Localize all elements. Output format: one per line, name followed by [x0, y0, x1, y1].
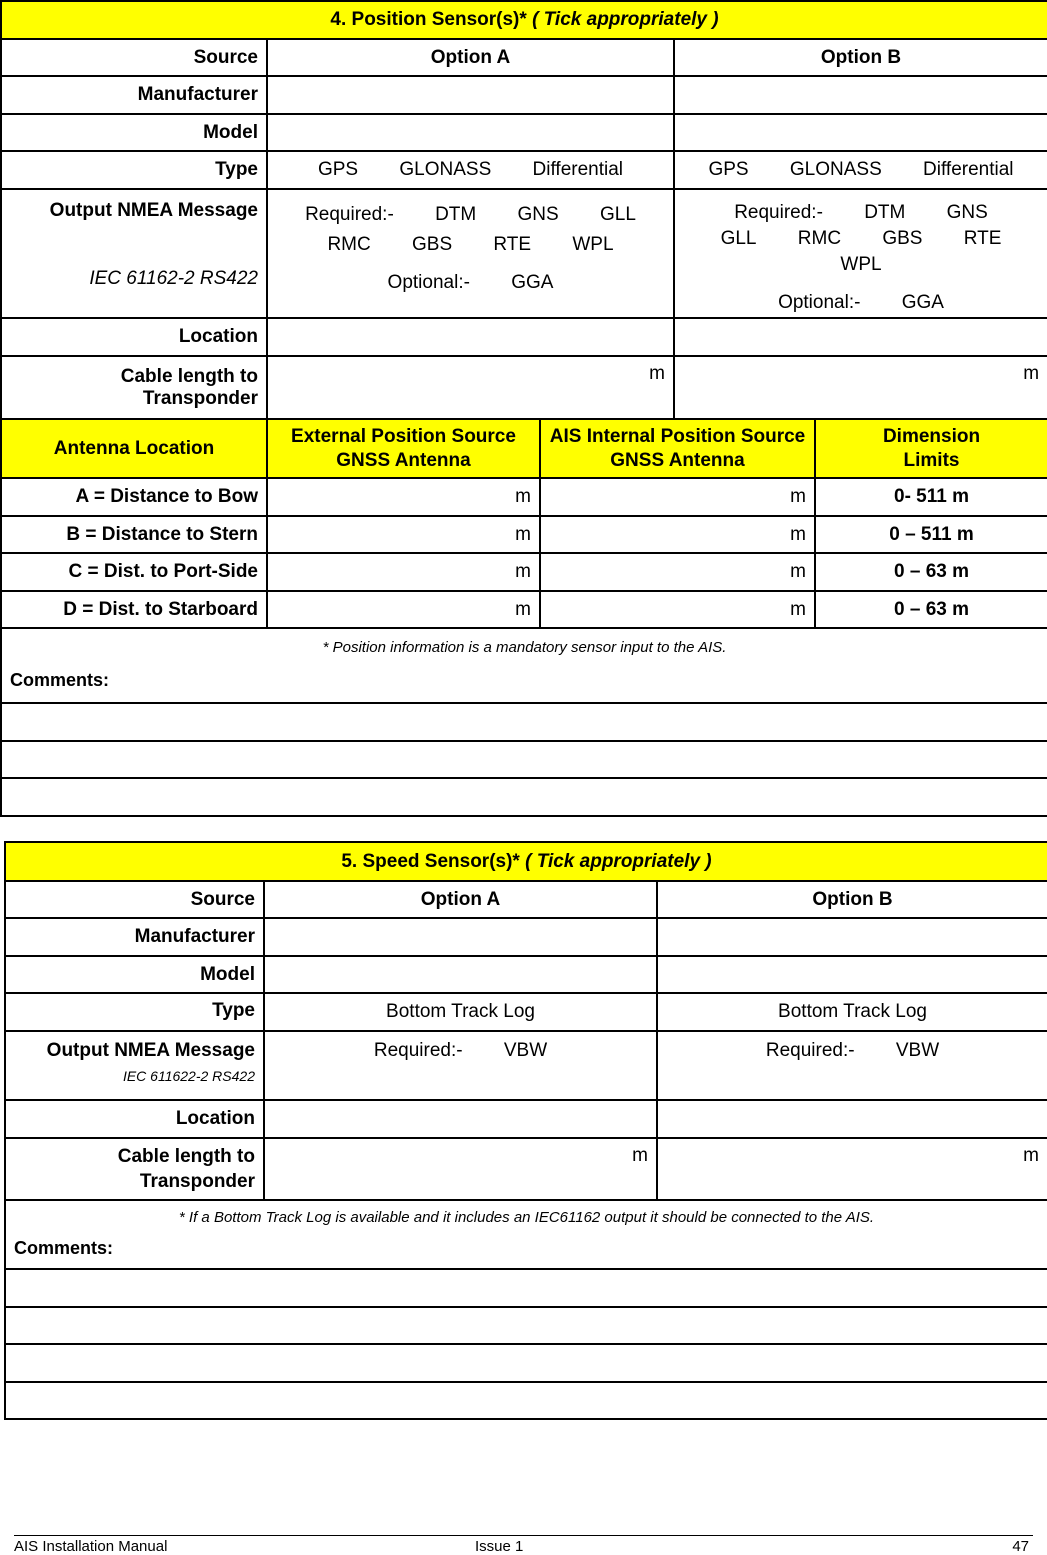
position-location-a-field[interactable]	[267, 318, 674, 356]
unit-m: m	[515, 561, 531, 582]
unit-m: m	[649, 363, 665, 384]
position-nmea-b	[674, 189, 1047, 318]
internal-dimension-field[interactable]	[540, 553, 815, 591]
optional-label: Optional:-	[387, 272, 470, 293]
position-cable-a-field[interactable]	[267, 356, 674, 419]
speed-sensor-table	[4, 841, 1047, 1420]
dimension-limit: 0 – 63 m	[815, 553, 1047, 591]
sentence-gll[interactable]: GLL	[599, 204, 636, 225]
unit-m: m	[1023, 1145, 1039, 1166]
sentence-gga[interactable]: GGA	[901, 292, 944, 313]
speed-nmea-a	[264, 1031, 657, 1100]
speed-cable-b-field[interactable]	[657, 1138, 1047, 1200]
dimension-limit: 0- 511 m	[815, 478, 1047, 516]
speed-type-b-option[interactable]: Bottom Track Log	[657, 993, 1047, 1031]
position-comments-cell[interactable]	[1, 628, 1047, 703]
sentence-rte[interactable]: RTE	[493, 234, 532, 255]
speed-model-a-field[interactable]	[264, 956, 657, 993]
position-option-b-header: Option B	[674, 39, 1047, 76]
dimension-row	[1, 516, 1047, 553]
internal-dimension-field[interactable]	[540, 516, 815, 553]
speed-section-header	[5, 842, 1047, 881]
position-manufacturer-b-field[interactable]	[674, 76, 1047, 114]
position-manufacturer-label: Manufacturer	[1, 76, 267, 114]
sentence-rte[interactable]: RTE	[963, 228, 1002, 249]
comment-line[interactable]	[5, 1307, 1047, 1344]
position-nmea-a	[267, 189, 674, 318]
speed-nmea-label-cell	[5, 1031, 264, 1100]
external-dimension-field[interactable]	[267, 478, 540, 516]
unit-m: m	[1023, 363, 1040, 384]
footer-manual-title: AIS Installation Manual	[14, 1538, 168, 1555]
required-label: Required:-	[305, 204, 394, 225]
internal-dimension-field[interactable]	[540, 591, 815, 628]
sentence-gbs[interactable]: GBS	[882, 228, 923, 249]
footer-page-number: 47	[1012, 1538, 1029, 1555]
position-tick-note: ( Tick appropriately )	[532, 9, 719, 30]
dimension-limits-header: Dimension Limits	[815, 419, 1047, 478]
position-model-a-field[interactable]	[267, 114, 674, 151]
position-nmea-label: Output NMEA Message	[49, 200, 258, 221]
dimension-label: A = Distance to Bow	[1, 478, 267, 516]
dimension-label: D = Dist. to Starboard	[1, 591, 267, 628]
page-footer	[14, 1535, 1033, 1554]
speed-source-label: Source	[5, 881, 264, 918]
sentence-dtm[interactable]: DTM	[435, 204, 477, 225]
speed-type-label: Type	[5, 993, 264, 1031]
position-model-label: Model	[1, 114, 267, 151]
position-cable-b-field[interactable]	[674, 356, 1047, 419]
dimension-label: B = Distance to Stern	[1, 516, 267, 553]
speed-type-a-option[interactable]: Bottom Track Log	[264, 993, 657, 1031]
type-option-gps[interactable]: GPS	[317, 159, 359, 180]
speed-nmea-label: Output NMEA Message	[46, 1040, 255, 1061]
comment-line[interactable]	[5, 1269, 1047, 1307]
position-type-a-options	[267, 151, 674, 189]
type-option-glonass[interactable]: GLONASS	[399, 159, 492, 180]
position-cable-label: Cable length to Transponder	[1, 356, 267, 419]
sentence-wpl[interactable]: WPL	[572, 234, 614, 255]
unit-m: m	[790, 486, 806, 507]
speed-option-a-header: Option A	[264, 881, 657, 918]
speed-location-a-field[interactable]	[264, 1100, 657, 1138]
speed-tick-note: ( Tick appropriately )	[525, 850, 712, 872]
speed-cable-label: Cable length to Transponder	[5, 1138, 264, 1200]
position-location-label: Location	[1, 318, 267, 356]
comment-line[interactable]	[5, 1382, 1047, 1419]
speed-manufacturer-a-field[interactable]	[264, 918, 657, 956]
dimension-limit: 0 – 511 m	[815, 516, 1047, 553]
speed-location-b-field[interactable]	[657, 1100, 1047, 1138]
unit-m: m	[790, 523, 806, 545]
speed-comments-cell[interactable]	[5, 1200, 1047, 1269]
sentence-gns[interactable]: GNS	[946, 202, 988, 223]
position-type-label: Type	[1, 151, 267, 189]
sentence-vbw[interactable]: VBW	[503, 1040, 548, 1061]
position-nmea-label-cell	[1, 189, 267, 318]
comment-line[interactable]	[1, 778, 1047, 816]
sentence-vbw[interactable]: VBW	[895, 1040, 940, 1061]
sentence-dtm[interactable]: DTM	[864, 202, 906, 223]
sentence-gns[interactable]: GNS	[517, 204, 559, 225]
speed-option-b-header: Option B	[657, 881, 1047, 918]
sentence-rmc[interactable]: RMC	[797, 228, 842, 249]
speed-cable-a-field[interactable]	[264, 1138, 657, 1200]
position-manufacturer-a-field[interactable]	[267, 76, 674, 114]
position-comments-label: Comments:	[10, 670, 110, 690]
speed-comments-label: Comments:	[14, 1238, 114, 1258]
type-option-gps[interactable]: GPS	[708, 159, 749, 180]
type-option-differential[interactable]: Differential	[532, 159, 624, 180]
unit-m: m	[515, 598, 531, 620]
dimension-row	[1, 553, 1047, 591]
dimension-label: C = Dist. to Port-Side	[1, 553, 267, 591]
type-option-glonass[interactable]: GLONASS	[789, 159, 882, 180]
position-section-header	[1, 1, 1047, 39]
required-label: Required:-	[765, 1040, 855, 1061]
sentence-gga[interactable]: GGA	[511, 272, 554, 293]
position-location-b-field[interactable]	[674, 318, 1047, 356]
sentence-wpl[interactable]: WPL	[840, 254, 882, 275]
speed-manufacturer-label: Manufacturer	[5, 918, 264, 956]
speed-location-label: Location	[5, 1100, 264, 1138]
antenna-location-header: Antenna Location	[1, 419, 267, 478]
unit-m: m	[790, 561, 806, 582]
external-gnss-header: External Position Source GNSS Antenna	[267, 419, 540, 478]
optional-label: Optional:-	[778, 292, 861, 313]
unit-m: m	[790, 598, 806, 620]
required-label: Required:-	[734, 202, 823, 223]
dimension-limit: 0 – 63 m	[815, 591, 1047, 628]
unit-m: m	[632, 1145, 648, 1166]
speed-nmea-sub: IEC 611622-2 RS422	[122, 1068, 255, 1084]
speed-note: * If a Bottom Track Log is available and it includes an IEC61162 output it should be connected to the AIS.	[178, 1209, 875, 1226]
unit-m: m	[515, 486, 531, 507]
speed-nmea-b	[657, 1031, 1047, 1100]
speed-model-label: Model	[5, 956, 264, 993]
sentence-gll[interactable]: GLL	[720, 228, 757, 249]
external-dimension-field[interactable]	[267, 553, 540, 591]
position-type-b-options	[674, 151, 1047, 189]
position-model-b-field[interactable]	[674, 114, 1047, 151]
dimension-row	[1, 478, 1047, 516]
internal-gnss-header: AIS Internal Position Source GNSS Antenna	[540, 419, 815, 478]
comment-line[interactable]	[1, 703, 1047, 741]
position-note: * Position information is a mandatory sensor input to the AIS.	[322, 639, 727, 656]
speed-title: 5. Speed Sensor(s)*	[341, 850, 520, 872]
comment-line[interactable]	[5, 1344, 1047, 1382]
dimension-row	[1, 591, 1047, 628]
external-dimension-field[interactable]	[267, 516, 540, 553]
speed-model-b-field[interactable]	[657, 956, 1047, 993]
speed-manufacturer-b-field[interactable]	[657, 918, 1047, 956]
position-option-a-header: Option A	[267, 39, 674, 76]
sentence-gbs[interactable]: GBS	[412, 234, 453, 255]
required-label: Required:-	[373, 1040, 463, 1061]
unit-m: m	[515, 523, 531, 545]
sentence-rmc[interactable]: RMC	[327, 234, 371, 255]
position-source-label: Source	[1, 39, 267, 76]
internal-dimension-field[interactable]	[540, 478, 815, 516]
external-dimension-field[interactable]	[267, 591, 540, 628]
comment-line[interactable]	[1, 741, 1047, 778]
type-option-differential[interactable]: Differential	[923, 159, 1014, 180]
footer-issue: Issue 1	[475, 1538, 524, 1555]
position-nmea-sub: IEC 61162-2 RS422	[89, 268, 258, 289]
position-title: 4. Position Sensor(s)*	[330, 9, 527, 30]
